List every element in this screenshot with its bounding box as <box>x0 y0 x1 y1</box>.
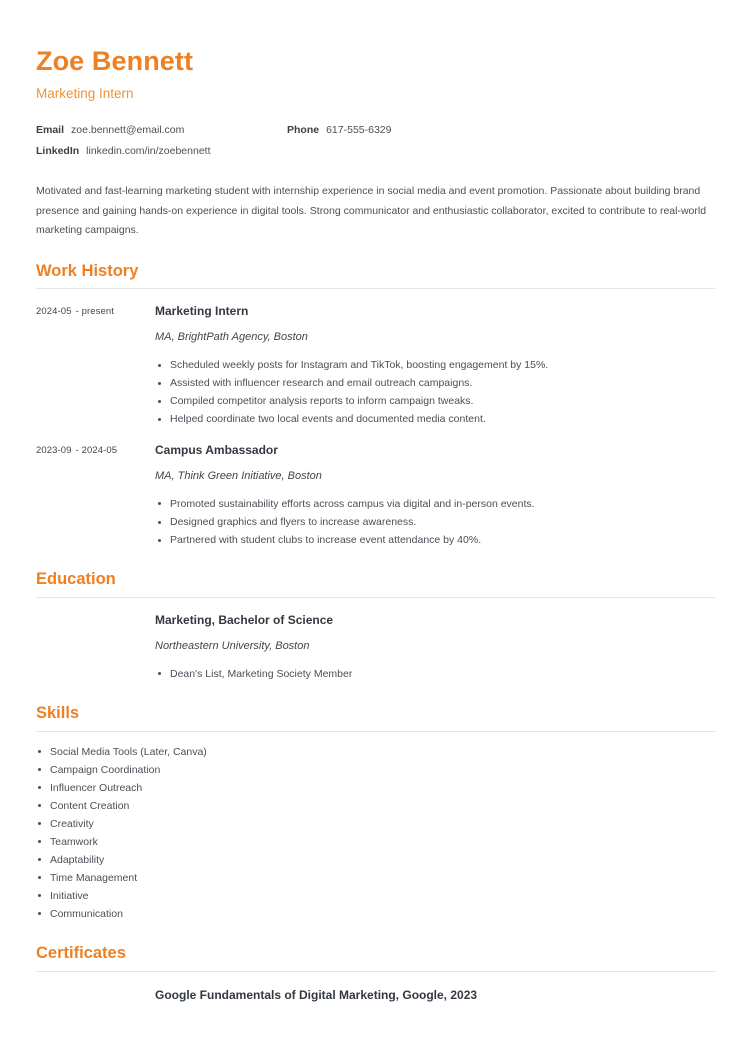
resume-header <box>36 46 714 102</box>
phone-label: Phone <box>287 124 320 137</box>
list-item: Teamwork <box>36 833 714 851</box>
work-entry-body <box>155 443 714 549</box>
section-work-history <box>36 262 714 550</box>
list-item: Compiled competitor analysis reports to inform campaign tweaks. <box>155 392 714 410</box>
certificate-entry-body <box>155 988 714 1003</box>
skills-list <box>36 743 714 923</box>
certificates-heading: Certificates <box>36 943 126 962</box>
list-item: Time Management <box>36 869 714 887</box>
education-entry <box>36 613 714 683</box>
work-entry-bullets <box>155 356 714 428</box>
work-entry <box>36 304 714 428</box>
education-entry-dates <box>36 613 155 683</box>
contact-linkedin <box>36 145 287 157</box>
work-entry-date-start: 2023-09 <box>36 445 72 457</box>
education-entry-bullets <box>155 665 714 683</box>
list-item: Assisted with influencer research and email outreach campaigns. <box>155 374 714 392</box>
list-item: Helped coordinate two local events and documented media content. <box>155 410 714 428</box>
professional-summary: Motivated and fast-learning marketing student with internship experience in social media and event promotion. Passionate about building brand presence and gaining hands-on experience in digital tools. Strong communicator and enthusiastic collaborator, excited to contribute to real-world marketing campaigns. <box>36 185 707 237</box>
certificate-entry <box>36 988 714 1003</box>
list-item: Designed graphics and flyers to increase awareness. <box>155 513 714 531</box>
work-entry-date-end: - present <box>75 306 114 318</box>
list-item: Campaign Coordination <box>36 761 714 779</box>
list-item: Promoted sustainability efforts across campus via digital and in-person events. <box>155 495 714 513</box>
work-entry-date-end: - 2024-05 <box>75 445 118 457</box>
section-education <box>36 570 714 683</box>
candidate-job-title: Marketing Intern <box>36 86 134 102</box>
email-value[interactable]: zoe.bennett@email.com <box>71 124 185 137</box>
contact-email <box>36 124 287 136</box>
section-divider <box>36 731 715 732</box>
education-entry-school: Northeastern University, Boston <box>155 639 310 652</box>
section-divider <box>36 597 715 598</box>
work-entry-role: Campus Ambassador <box>155 443 278 458</box>
section-divider <box>36 971 715 972</box>
linkedin-value[interactable]: linkedin.com/in/zoebennett <box>86 145 211 158</box>
linkedin-label: LinkedIn <box>36 145 80 158</box>
contact-phone <box>287 124 391 136</box>
work-entry-dates <box>36 304 155 428</box>
work-entry-org: MA, Think Green Initiative, Boston <box>155 470 322 483</box>
work-entry-bullets <box>155 495 714 549</box>
work-entry-date-start: 2024-05 <box>36 306 72 318</box>
candidate-name: Zoe Bennett <box>36 46 194 76</box>
education-entry-body <box>155 613 714 683</box>
certificate-entry-dates <box>36 988 155 1003</box>
list-item: Influencer Outreach <box>36 779 714 797</box>
list-item: Partnered with student clubs to increase event attendance by 40%. <box>155 531 714 549</box>
list-item: Initiative <box>36 887 714 905</box>
contact-row-1 <box>36 124 714 136</box>
work-entry-dates <box>36 443 155 549</box>
work-history-heading: Work History <box>36 261 139 280</box>
list-item: Creativity <box>36 815 714 833</box>
list-item: Dean's List, Marketing Society Member <box>155 665 714 683</box>
education-entry-degree: Marketing, Bachelor of Science <box>155 612 334 627</box>
education-heading: Education <box>36 570 116 589</box>
contact-info <box>36 124 714 157</box>
work-entry <box>36 443 714 549</box>
work-entry-org: MA, BrightPath Agency, Boston <box>155 331 308 344</box>
phone-value[interactable]: 617-555-6329 <box>326 124 392 137</box>
work-entry-role: Marketing Intern <box>155 304 249 319</box>
list-item: Content Creation <box>36 797 714 815</box>
section-certificates <box>36 944 714 1003</box>
section-skills <box>36 704 714 923</box>
skills-heading: Skills <box>36 703 80 722</box>
list-item: Adaptability <box>36 851 714 869</box>
section-divider <box>36 288 715 289</box>
list-item: Communication <box>36 905 714 923</box>
certificate-title: Google Fundamentals of Digital Marketing, Google, 2023 <box>155 987 478 1002</box>
list-item: Social Media Tools (Later, Canva) <box>36 743 714 761</box>
work-entry-body <box>155 304 714 428</box>
list-item: Scheduled weekly posts for Instagram and TikTok, boosting engagement by 15%. <box>155 356 714 374</box>
email-label: Email <box>36 124 65 137</box>
contact-row-2 <box>36 145 714 157</box>
